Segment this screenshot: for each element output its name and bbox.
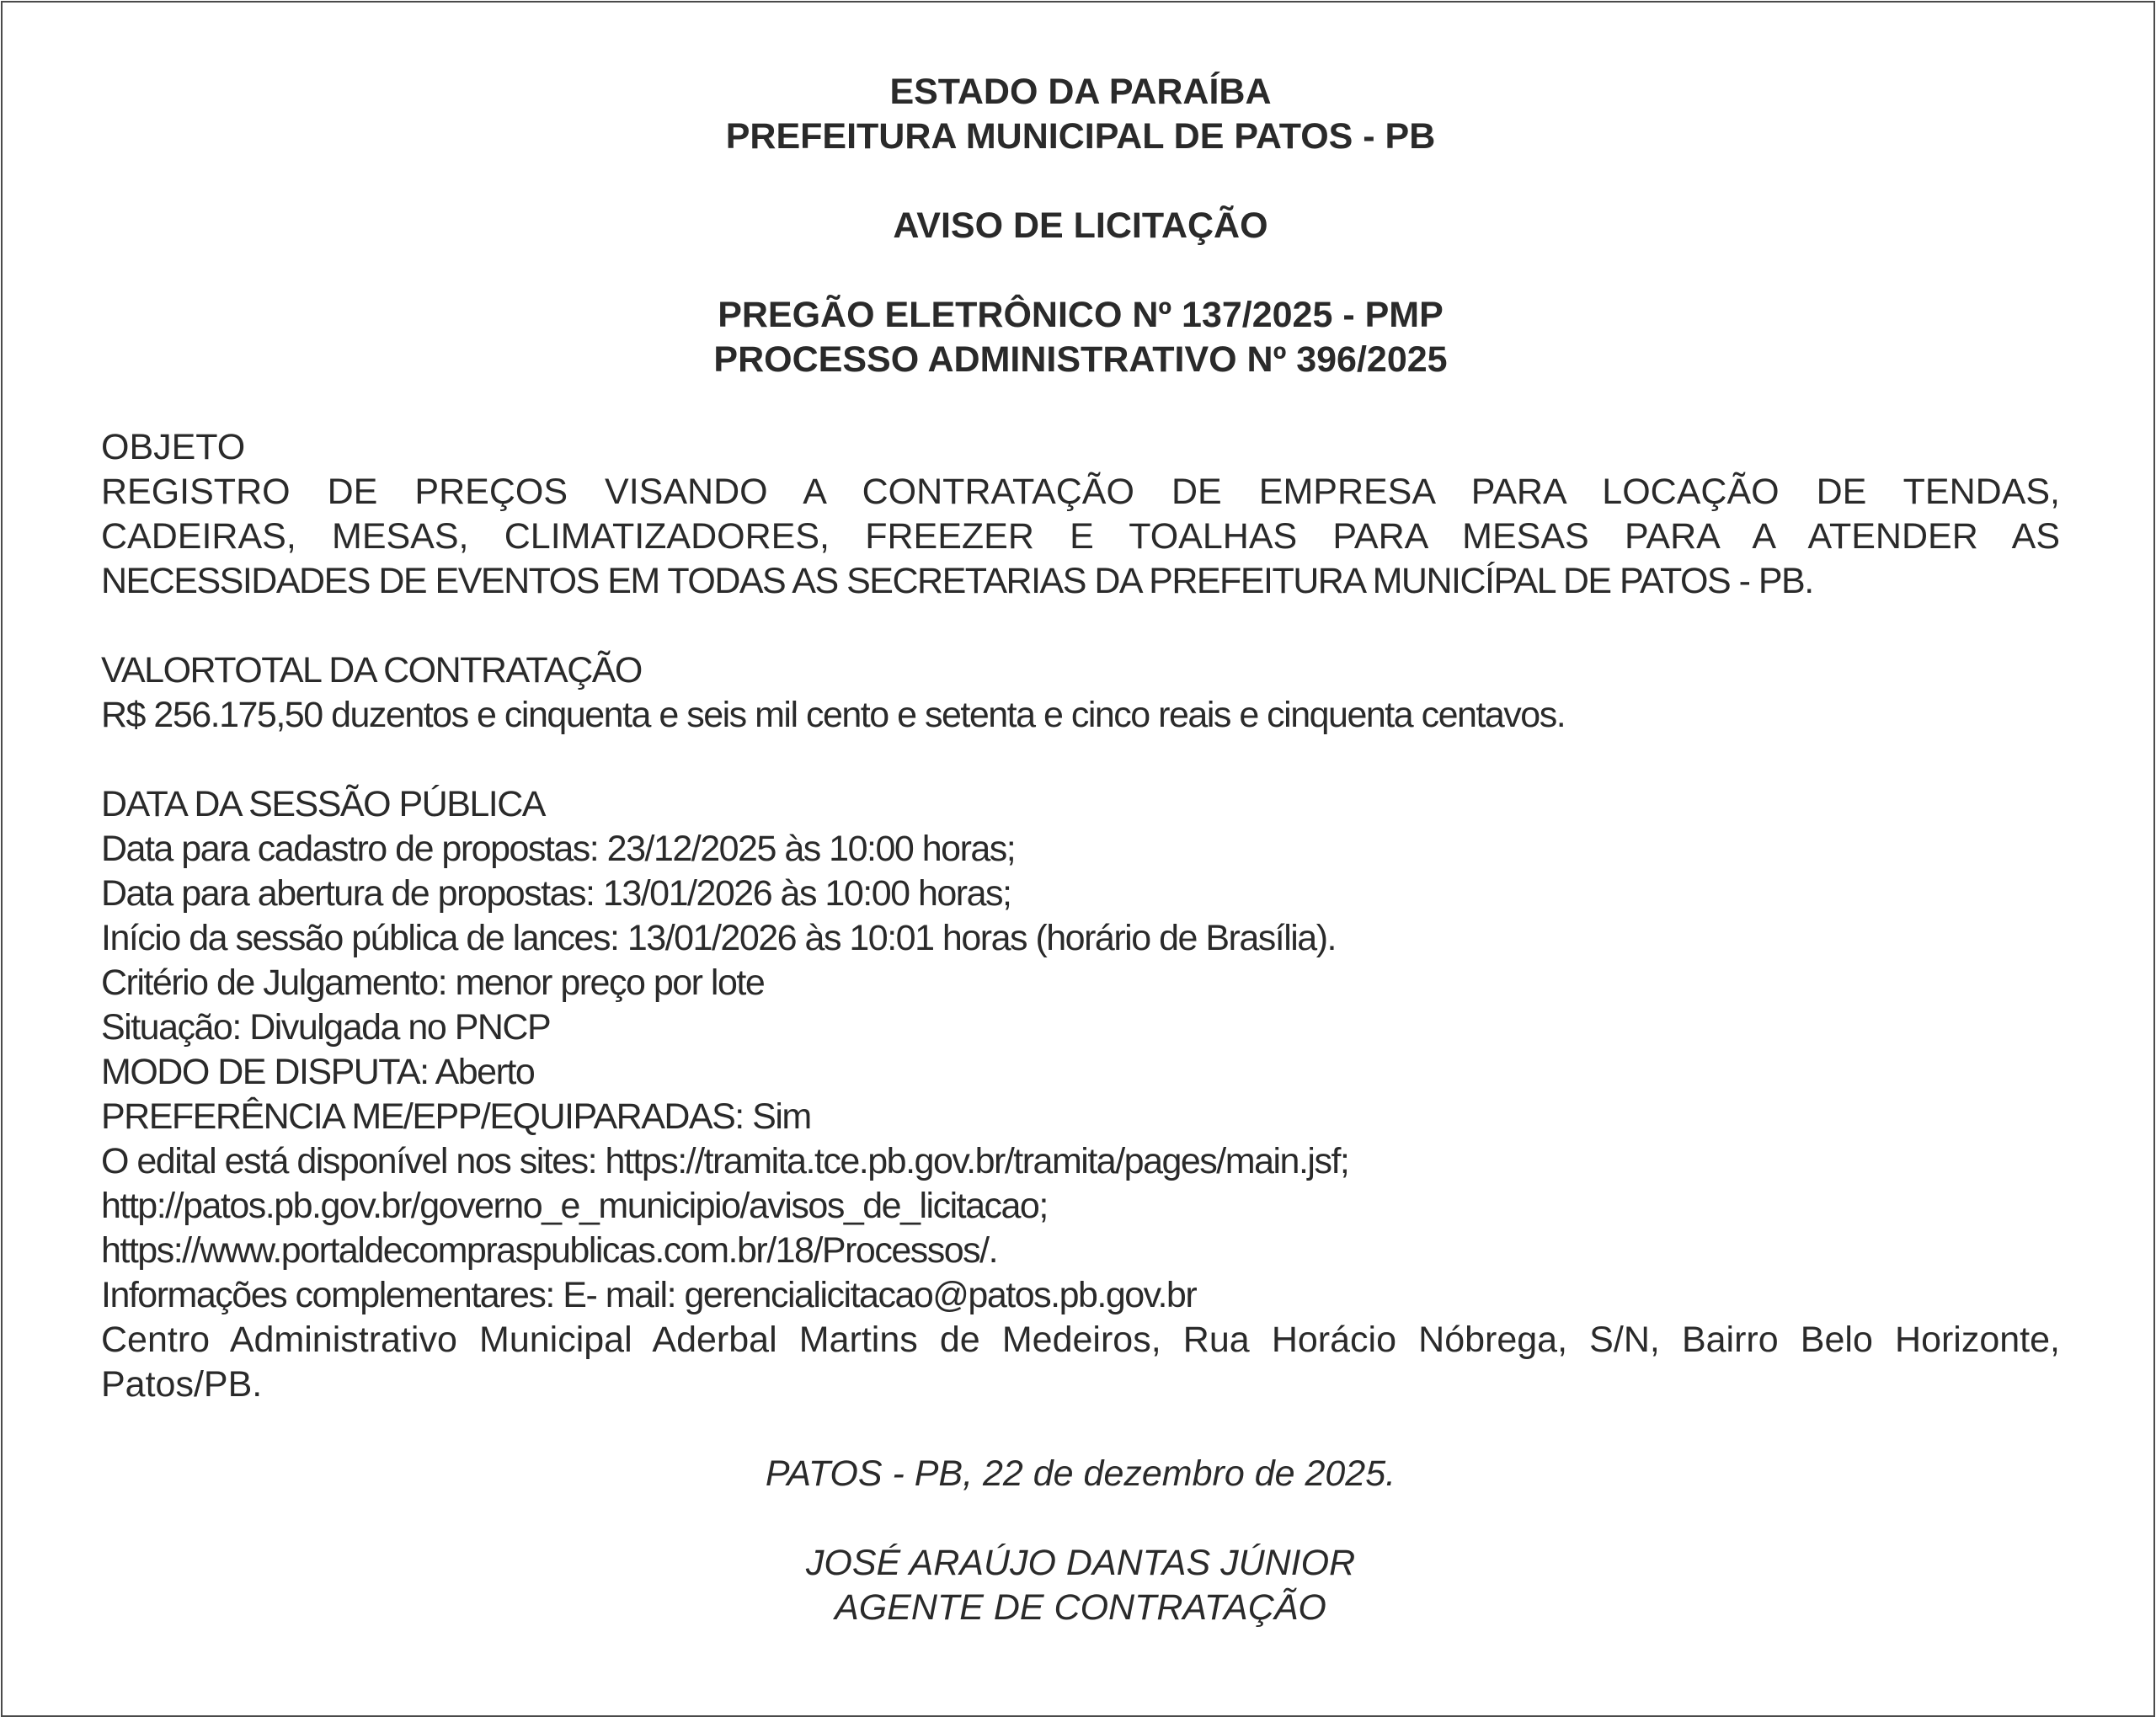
place-date: PATOS - PB, 22 de dezembro de 2025. bbox=[765, 1453, 1396, 1494]
sessao-line: Data para cadastro de propostas: 23/12/2025 às 10:00 horas; bbox=[101, 829, 1016, 869]
sessao-line: https://www.portaldecompraspublicas.com.br/18/Processos/. bbox=[101, 1230, 998, 1271]
sessao-line: http://patos.pb.gov.br/governo_e_municipio/avisos_de_licitacao; bbox=[101, 1186, 1048, 1226]
sessao-line: Centro Administrativo Municipal Aderbal Martins de Medeiros, Rua Horácio Nóbrega, S/N, Bairro Belo Horizonte, bbox=[101, 1320, 2060, 1360]
sessao-line: PREFERÊNCIA ME/EPP/EQUIPARADAS: Sim bbox=[101, 1096, 811, 1137]
bidding-notice bbox=[101, 70, 2060, 1630]
state-heading: ESTADO DA PARAÍBA bbox=[889, 72, 1272, 112]
signer-name: JOSÉ ARAÚJO DANTAS JÚNIOR bbox=[805, 1543, 1356, 1583]
objeto-line: REGISTRO DE PREÇOS VISANDO A CONTRATAÇÃO DE EMPRESA PARA LOCAÇÃO DE TENDAS, bbox=[101, 472, 2060, 512]
notice-title: AVISO DE LICITAÇÃO bbox=[893, 205, 1268, 246]
sessao-line: MODO DE DISPUTA: Aberto bbox=[101, 1052, 535, 1092]
prefecture-heading: PREFEITURA MUNICIPAL DE PATOS - PB bbox=[725, 116, 1436, 157]
sessao-line: Data para abertura de propostas: 13/01/2026 às 10:00 horas; bbox=[101, 873, 1011, 914]
sessao-line: Critério de Julgamento: menor preço por lote bbox=[101, 962, 765, 1003]
signer-role: AGENTE DE CONTRATAÇÃO bbox=[835, 1587, 1326, 1628]
sessao-line: Início da sessão pública de lances: 13/01/2026 às 10:01 horas (horário de Brasília). bbox=[101, 918, 1336, 958]
sessao-line: Patos/PB. bbox=[101, 1364, 263, 1405]
sessao-line: Informações complementares: E- mail: gerencialicitacao@patos.pb.gov.br bbox=[101, 1275, 1197, 1315]
objeto-label: OBJETO bbox=[101, 427, 246, 467]
objeto-line: NECESSIDADES DE EVENTOS EM TODAS AS SECRETARIAS DA PREFEITURA MUNICÍPAL DE PATOS - PB. bbox=[101, 561, 1813, 601]
sessao-line: O edital está disponível nos sites: https://tramita.tce.pb.gov.br/tramita/pages/main.jsf; bbox=[101, 1141, 1349, 1181]
valor-text: R$ 256.175,50 duzentos e cinquenta e seis mil cento e setenta e cinco reais e cinquenta centavos. bbox=[101, 695, 1566, 735]
sessao-line: Situação: Divulgada no PNCP bbox=[101, 1007, 551, 1048]
objeto-line: CADEIRAS, MESAS, CLIMATIZADORES, FREEZER E TOALHAS PARA MESAS PARA A ATENDER AS bbox=[101, 516, 2060, 557]
document-frame bbox=[1, 1, 2155, 1717]
sessao-label: DATA DA SESSÃO PÚBLICA bbox=[101, 784, 545, 824]
pregao-number: PREGÃO ELETRÔNICO Nº 137/2025 - PMP bbox=[718, 295, 1444, 335]
processo-number: PROCESSO ADMINISTRATIVO Nº 396/2025 bbox=[713, 339, 1448, 380]
valor-label: VALORTOTAL DA CONTRATAÇÃO bbox=[101, 650, 642, 691]
